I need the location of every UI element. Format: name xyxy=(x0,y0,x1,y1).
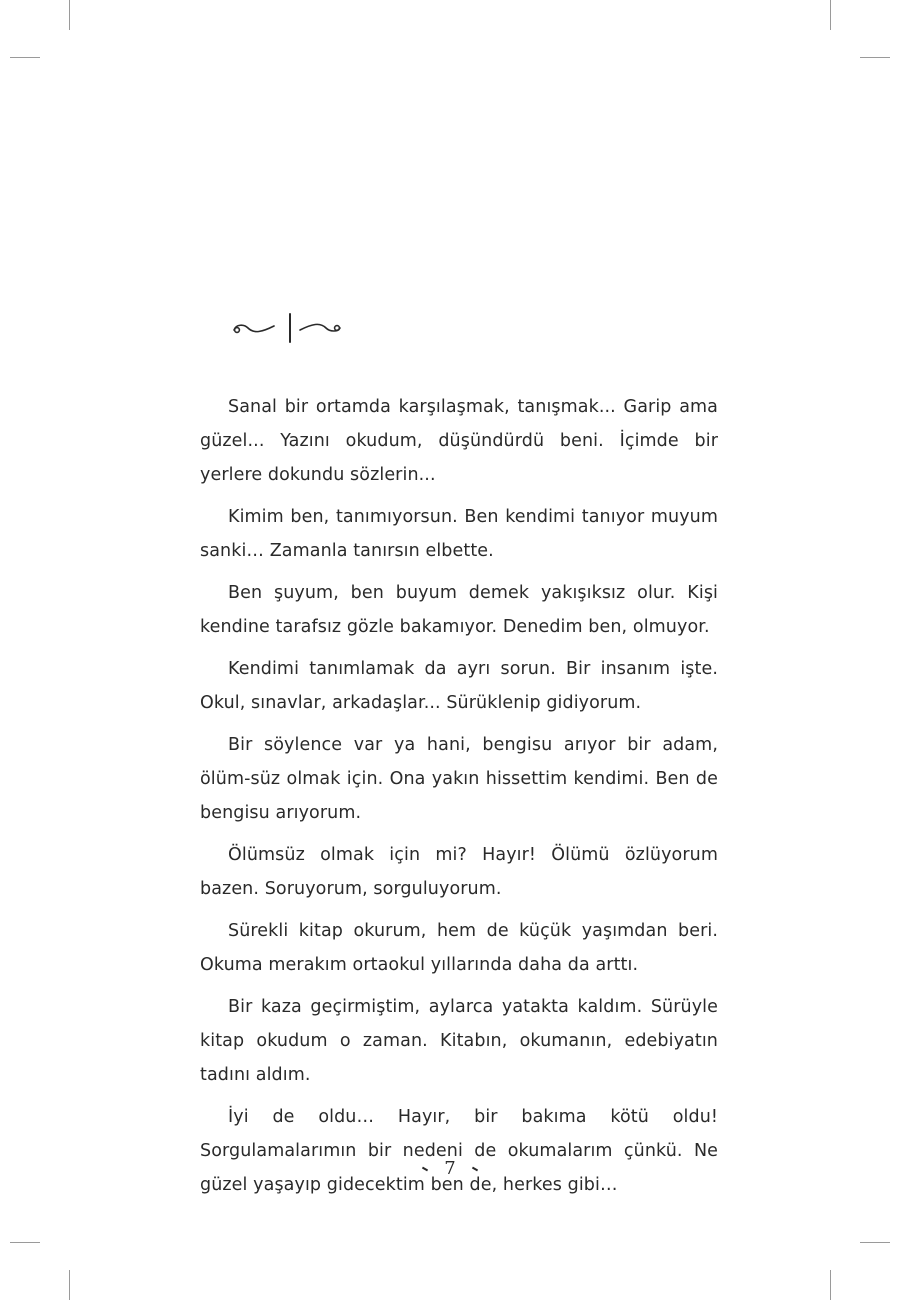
paragraph-1: Sanal bir ortamda karşılaşmak, tanışmak... Garip ama güzel... Yazını okudum, düşündürdü beni. İçimde bir yerlere dokundu sözlerin... xyxy=(200,397,718,485)
paragraph-8: Bir kaza geçirmiştim, aylarca yatakta kaldım. Sürüyle kitap okudum o zaman. Kitabın, okumanın, edebiyatın tadını aldım. xyxy=(200,997,718,1085)
page-number-footer xyxy=(0,1158,900,1179)
folio-tick-right-icon xyxy=(472,1167,478,1172)
crop-mark-top-right xyxy=(830,0,831,30)
paragraph-7: Sürekli kitap okurum, hem de küçük yaşımdan beri. Okuma merakım ortaokul yıllarında daha da arttı. xyxy=(200,921,718,975)
crop-mark-right-bottom xyxy=(860,1242,890,1243)
paragraph-5: Bir söylence var ya hani, bengisu arıyor bir adam, ölüm-süz olmak için. Ona yakın hissettim kendimi. Ben de bengisu arıyorum. xyxy=(200,735,718,823)
crop-mark-top-left xyxy=(69,0,70,30)
paragraph-3: Ben şuyum, ben buyum demek yakışıksız olur. Kişi kendine tarafsız gözle bakamıyor. Denedim ben, olmuyor. xyxy=(200,583,718,637)
paragraph-4: Kendimi tanımlamak da ayrı sorun. Bir insanım işte. Okul, sınavlar, arkadaşlar... Sürüklenip gidiyorum. xyxy=(200,659,718,713)
crop-mark-left-bottom xyxy=(10,1242,40,1243)
paragraph-6: Ölümsüz olmak için mi? Hayır! Ölümü özlüyorum bazen. Soruyorum, sorguluyorum. xyxy=(200,845,718,899)
paragraph-2: Kimim ben, tanımıyorsun. Ben kendimi tanıyor muyum sanki… Zamanla tanırsın elbette. xyxy=(200,507,718,561)
page-number: 7 xyxy=(444,1158,456,1179)
crop-mark-right-top xyxy=(860,57,890,58)
folio-tick-left-icon xyxy=(422,1167,428,1172)
crop-mark-bottom-right xyxy=(830,1270,831,1300)
crop-mark-bottom-left xyxy=(69,1270,70,1300)
crop-mark-left-top xyxy=(10,57,40,58)
paragraph-9: İyi de oldu… Hayır, bir bakıma kötü oldu! Sorgulamalarımın bir nedeni de okumalarım çünkü. Ne güzel yaşayıp gidecektim ben de, herkes gibi… xyxy=(200,1107,718,1195)
swash-divider-icon xyxy=(228,310,348,346)
body-text xyxy=(200,390,718,1210)
